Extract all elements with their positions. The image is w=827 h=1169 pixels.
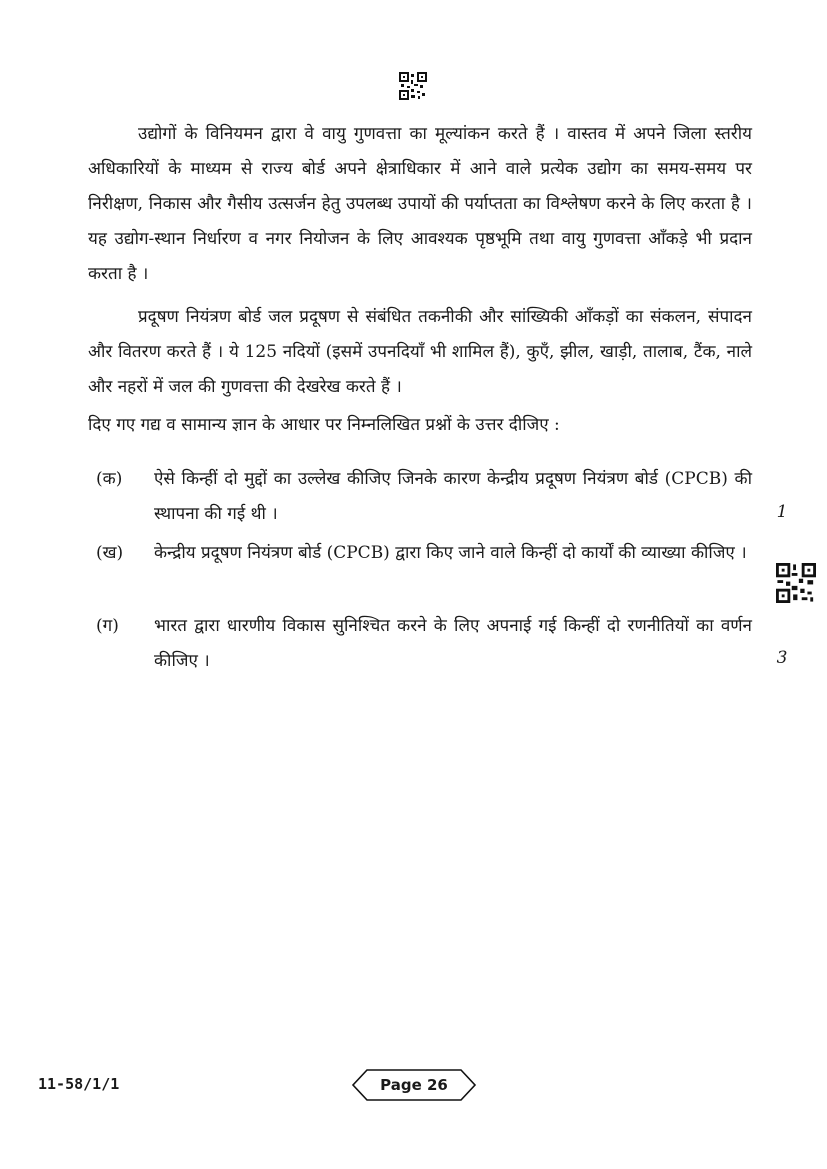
instruction-text: दिए गए गद्य व सामान्य ज्ञान के आधार पर निम्नलिखित प्रश्नों के उत्तर दीजिए : [88, 415, 560, 435]
passage-paragraph-1: उद्योगों के विनियमन द्वारा वे वायु गुणवत्ता का मूल्यांकन करते हैं । वास्तव में अपने जिला स्तरीय अधिकारियों के माध्यम से राज्य बोर्ड अपने क्षेत्राधिकार में आने वाले प्रत्येक उद्योग का समय-समय पर निरीक्षण, निकास और गैसीय उत्सर्जन हेतु उपलब्ध उपायों की पर्याप्तता का विश्लेषण करने के लिए करता है । यह उद्योग-स्थान निर्धारण व नगर नियोजन के लिए आवश्यक पृष्ठभूमि तथा वायु गुणवत्ता आँकड़े भी प्रदान करता है । [88, 124, 752, 284]
page-number: Page 26 [380, 1076, 448, 1094]
marks-label: 3 [776, 648, 788, 668]
paper-code: 11-58/1/1 [38, 1075, 120, 1093]
question-text: भारत द्वारा धारणीय विकास सुनिश्चित करने के लिए अपनाई गई किन्हीं दो रणनीतियों का वर्णन कीजिए । [154, 616, 752, 671]
qr-code-icon [399, 72, 427, 100]
question-text: केन्द्रीय प्रदूषण नियंत्रण बोर्ड (CPCB) द्वारा किए जाने वाले किन्हीं दो कार्यों की व्याख्या कीजिए । [154, 543, 747, 563]
qr-code-icon [776, 563, 816, 603]
page-number-badge [351, 1068, 477, 1102]
question-text: ऐसे किन्हीं दो मुद्दों का उल्लेख कीजिए जिनके कारण केन्द्रीय प्रदूषण नियंत्रण बोर्ड (CPCB) की स्थापना की गई थी । [154, 469, 752, 524]
question-label: (ख) [96, 543, 124, 563]
passage-paragraph-2: प्रदूषण नियंत्रण बोर्ड जल प्रदूषण से संबंधित तकनीकी और सांख्यिकी आँकड़ों का संकलन, संपादन और वितरण करते हैं । ये 125 नदियों (इसमें उपनदियाँ भी शामिल हैं), कुएँ, झील, खाड़ी, तालाब, टैंक, नाले और नहरों में जल की गुणवत्ता की देखरेख करते हैं । [88, 307, 752, 397]
question-label: (क) [96, 469, 123, 489]
question-label: (ग) [96, 616, 119, 636]
marks-label: 1 [776, 502, 788, 522]
